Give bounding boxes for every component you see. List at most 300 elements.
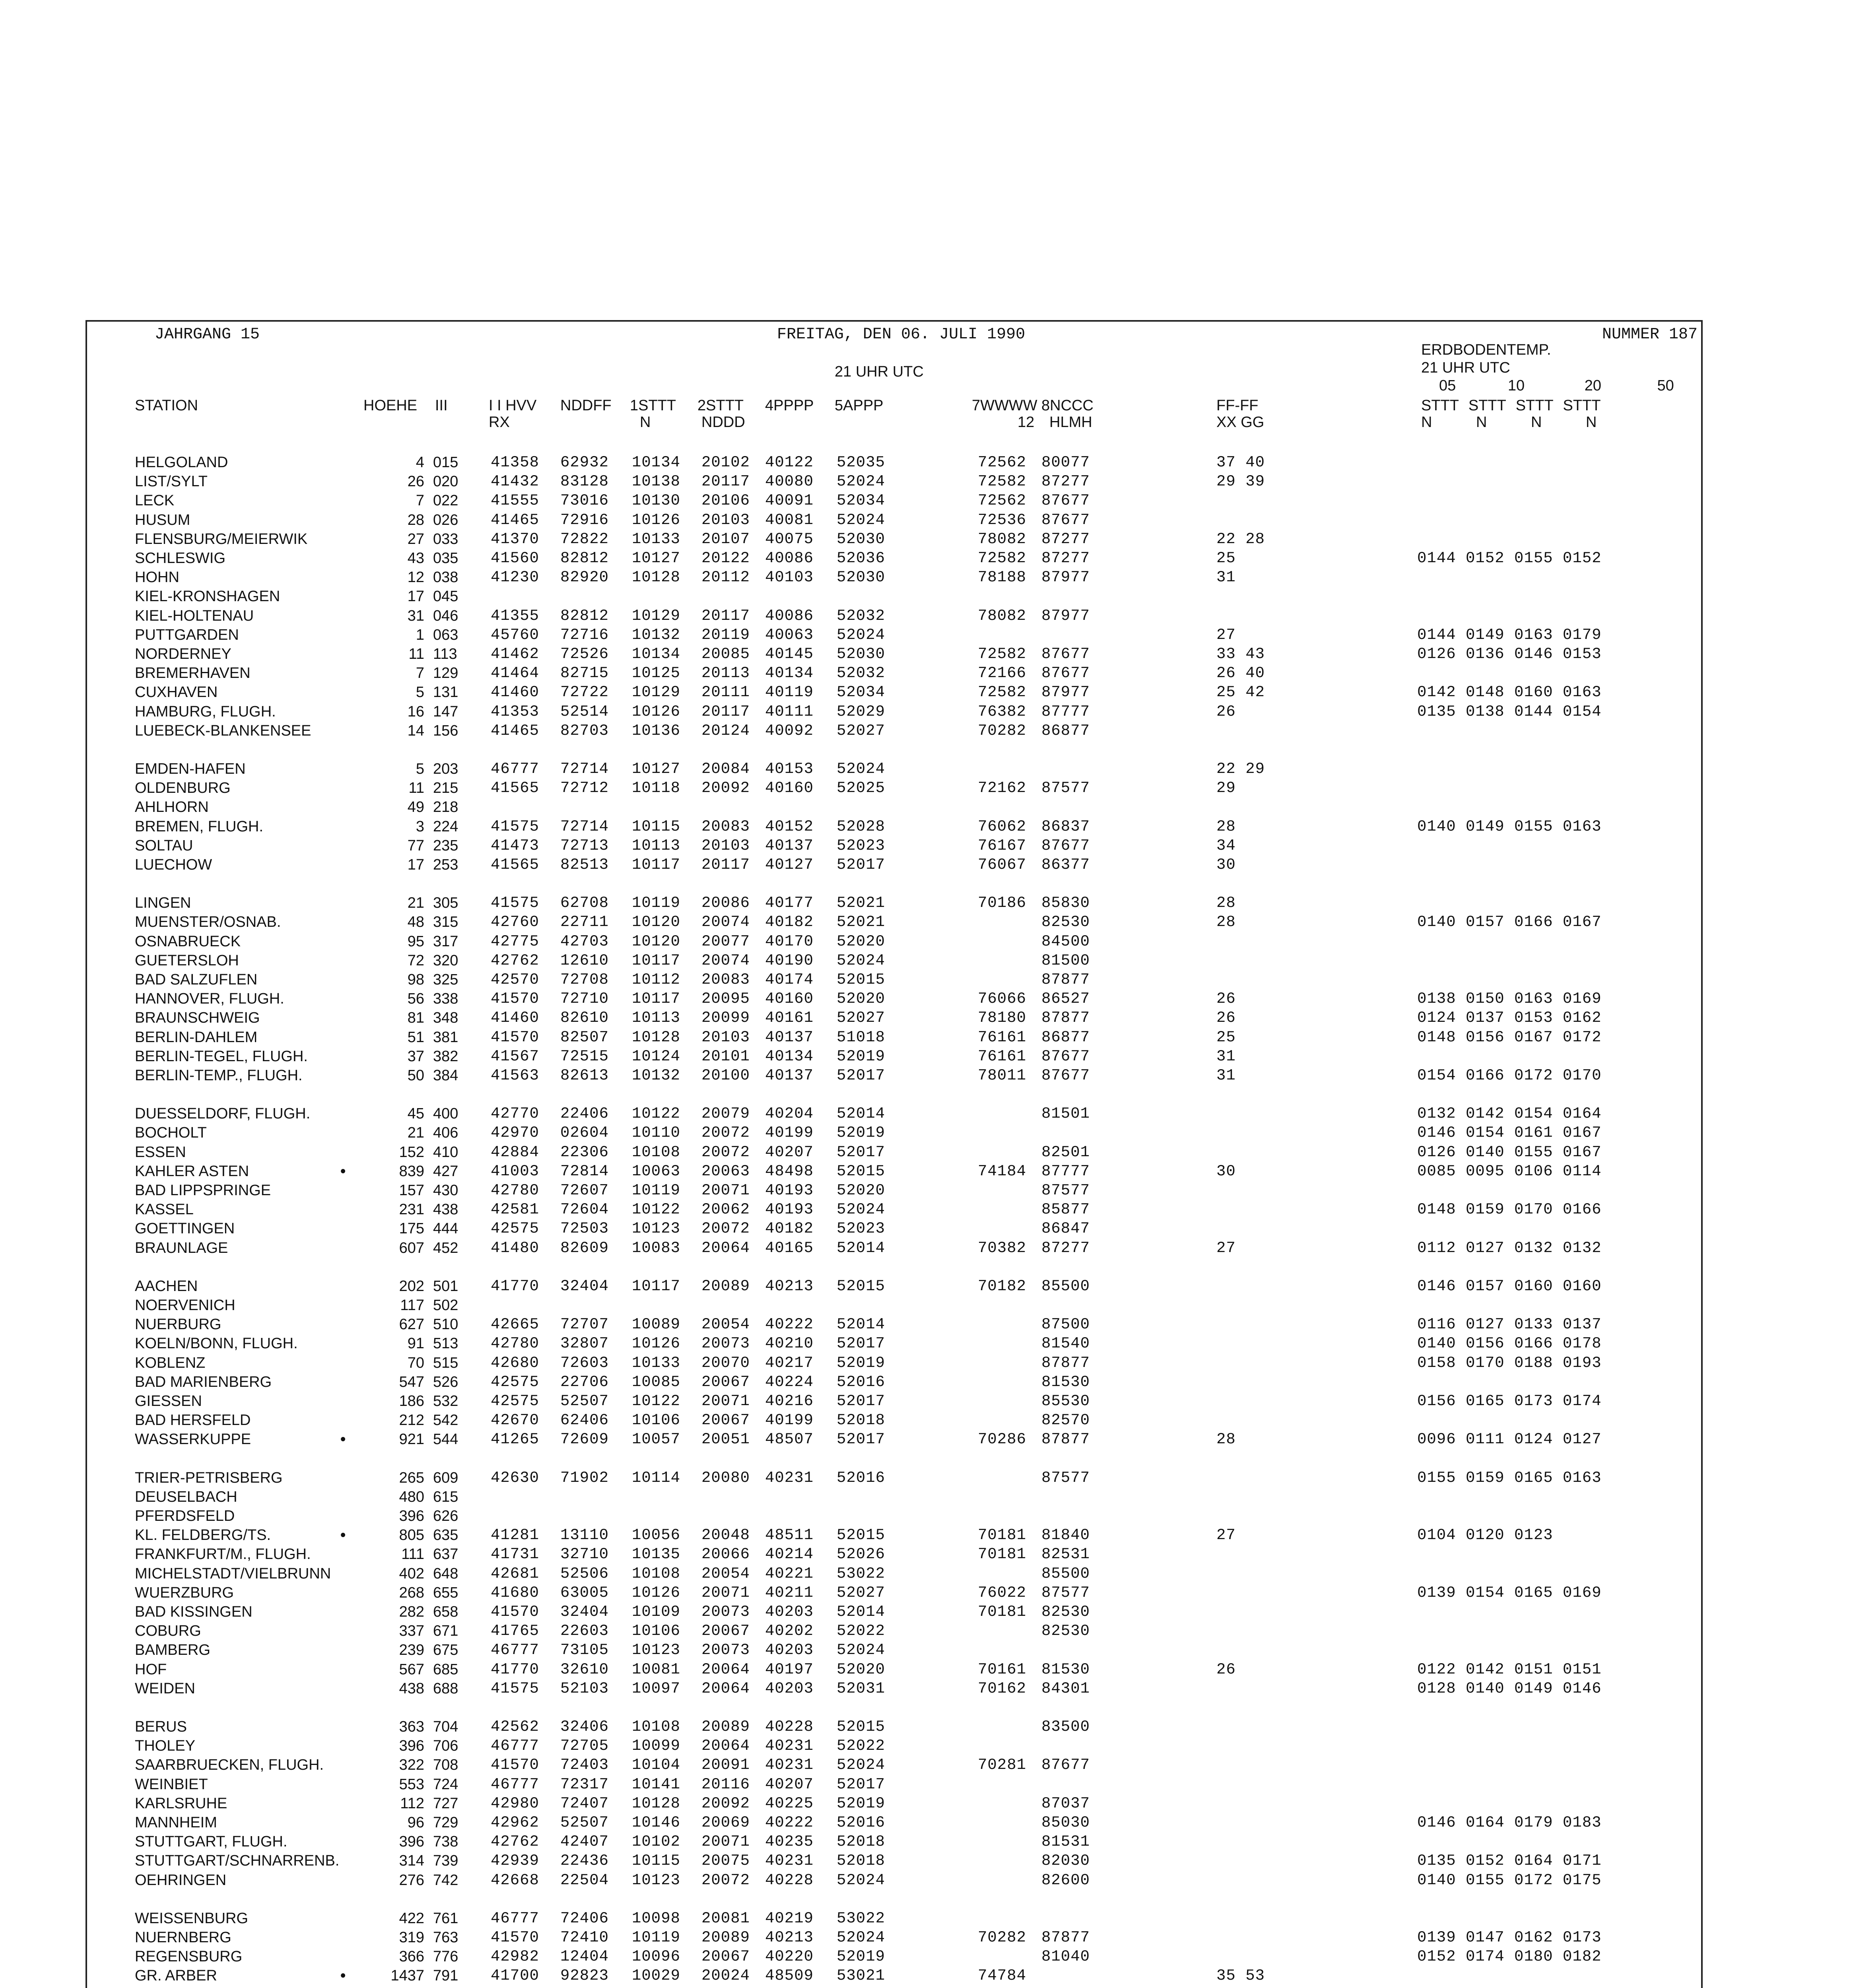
synop-group-3: 10146 bbox=[632, 1814, 681, 1831]
synop-group-3: 10108 bbox=[632, 1718, 681, 1736]
station-height: 268 bbox=[399, 1584, 424, 1601]
synop-group-2: 72708 bbox=[560, 971, 609, 988]
synop-group-4: 20067 bbox=[701, 1411, 750, 1429]
synop-group-7: 78011 bbox=[978, 1067, 1027, 1084]
station-index: 410 bbox=[433, 1143, 458, 1161]
synop-group-1: 41473 bbox=[491, 837, 540, 854]
station-index: 338 bbox=[433, 990, 458, 1008]
table-row bbox=[87, 1487, 1678, 1507]
synop-group-3: 10130 bbox=[632, 492, 681, 510]
synop-group-6: 52030 bbox=[837, 530, 886, 548]
synop-group-6: 52017 bbox=[837, 1143, 886, 1161]
synop-group-4: 20116 bbox=[701, 1775, 750, 1793]
synop-group-8: 87877 bbox=[1041, 1009, 1090, 1027]
synop-group-8: 87677 bbox=[1041, 664, 1090, 682]
wind-gust: 22 28 bbox=[1216, 530, 1265, 548]
synop-group-6: 52030 bbox=[837, 645, 886, 663]
synop-group-5: 40216 bbox=[765, 1392, 814, 1410]
station-index: 452 bbox=[433, 1239, 458, 1256]
synop-group-4: 20083 bbox=[701, 971, 750, 988]
synop-group-4: 20089 bbox=[701, 1277, 750, 1295]
synop-group-7: 70282 bbox=[978, 722, 1027, 740]
synop-group-4: 20122 bbox=[701, 549, 750, 567]
synop-group-2: 92823 bbox=[560, 1967, 609, 1985]
station-index: 315 bbox=[433, 914, 458, 931]
synop-group-2: 22306 bbox=[560, 1143, 609, 1161]
station-index: 724 bbox=[433, 1776, 458, 1793]
synop-group-8: 85877 bbox=[1041, 1201, 1090, 1219]
synop-group-7: 70181 bbox=[978, 1603, 1027, 1621]
table-row bbox=[87, 1104, 1678, 1123]
synop-group-5: 40197 bbox=[765, 1660, 814, 1678]
synop-group-2: 12404 bbox=[560, 1948, 609, 1966]
observation-time: 21 UHR UTC bbox=[835, 363, 924, 380]
synop-group-8: 87677 bbox=[1041, 511, 1090, 529]
synop-group-7: 76066 bbox=[978, 990, 1027, 1008]
table-row bbox=[87, 1775, 1678, 1794]
synop-group-5: 40190 bbox=[765, 951, 814, 969]
soil-temperatures: 0138 0150 0163 0169 bbox=[1417, 990, 1602, 1008]
wind-gust: 26 bbox=[1216, 990, 1236, 1008]
station-index: 444 bbox=[433, 1220, 458, 1237]
synop-group-4: 20072 bbox=[701, 1124, 750, 1142]
synop-group-8: 87500 bbox=[1041, 1316, 1090, 1334]
table-row bbox=[87, 1545, 1678, 1564]
synop-group-3: 10113 bbox=[632, 837, 681, 854]
synop-group-4: 20101 bbox=[701, 1047, 750, 1065]
synop-group-3: 10134 bbox=[632, 645, 681, 663]
station-name: BERLIN-TEGEL, FLUGH. bbox=[135, 1048, 308, 1065]
synop-group-4: 20089 bbox=[701, 1718, 750, 1736]
soil-temperatures: 0128 0140 0149 0146 bbox=[1417, 1679, 1602, 1697]
synop-group-2: 32710 bbox=[560, 1545, 609, 1563]
date-label: FREITAG, DEN 06. JULI 1990 bbox=[777, 326, 1026, 344]
col-hoehe: HOEHE bbox=[363, 397, 418, 414]
synop-group-1: 42668 bbox=[491, 1871, 540, 1889]
synop-group-2: 72714 bbox=[560, 760, 609, 778]
synop-group-5: 40219 bbox=[765, 1909, 814, 1927]
synop-group-4: 20048 bbox=[701, 1526, 750, 1544]
synop-group-8: 87277 bbox=[1041, 530, 1090, 548]
synop-group-5: 40182 bbox=[765, 1220, 814, 1238]
synop-group-1: 41370 bbox=[491, 530, 540, 548]
station-index: 738 bbox=[433, 1833, 458, 1850]
synop-group-3: 10138 bbox=[632, 473, 681, 491]
synop-group-4: 20106 bbox=[701, 492, 750, 510]
synop-group-3: 10119 bbox=[632, 1182, 681, 1199]
synop-group-1: 42760 bbox=[491, 913, 540, 931]
soil-temperatures: 0154 0166 0172 0170 bbox=[1417, 1067, 1602, 1084]
col-iii: III bbox=[435, 397, 448, 414]
table-row bbox=[87, 1219, 1678, 1238]
synop-group-2: 02604 bbox=[560, 1124, 609, 1142]
wind-gust: 29 39 bbox=[1216, 473, 1265, 491]
synop-group-5: 40119 bbox=[765, 683, 814, 701]
station-index: 510 bbox=[433, 1316, 458, 1333]
soil-temperatures: 0148 0156 0167 0172 bbox=[1417, 1028, 1602, 1046]
synop-group-8: 87677 bbox=[1041, 1756, 1090, 1774]
synop-group-6: 52030 bbox=[837, 569, 886, 586]
table-row bbox=[87, 951, 1678, 970]
synop-group-2: 32610 bbox=[560, 1660, 609, 1678]
synop-group-7: 72166 bbox=[978, 664, 1027, 682]
station-name: KIEL-KRONSHAGEN bbox=[135, 588, 280, 605]
soil-temp-time: 21 UHR UTC bbox=[1421, 359, 1510, 376]
synop-group-6: 52025 bbox=[837, 779, 886, 797]
wind-gust: 26 bbox=[1216, 703, 1236, 720]
synop-group-7: 72582 bbox=[978, 645, 1027, 663]
soil-temperatures: 0132 0142 0154 0164 bbox=[1417, 1105, 1602, 1123]
synop-group-8: 81501 bbox=[1041, 1105, 1090, 1123]
table-row bbox=[87, 511, 1678, 530]
table-row bbox=[87, 1430, 1678, 1449]
synop-group-1: 42884 bbox=[491, 1143, 540, 1161]
synop-group-2: 32807 bbox=[560, 1335, 609, 1353]
synop-group-5: 40203 bbox=[765, 1679, 814, 1697]
synop-group-1: 41575 bbox=[491, 1679, 540, 1697]
synop-group-5: 40193 bbox=[765, 1182, 814, 1199]
synop-group-3: 10083 bbox=[632, 1239, 681, 1257]
synop-group-7: 76067 bbox=[978, 856, 1027, 874]
synop-group-1: 42762 bbox=[491, 951, 540, 969]
synop-group-1: 41265 bbox=[491, 1431, 540, 1448]
synop-group-3: 10127 bbox=[632, 760, 681, 778]
station-index: 129 bbox=[433, 665, 458, 682]
table-row bbox=[87, 606, 1678, 625]
synop-group-4: 20064 bbox=[701, 1737, 750, 1755]
synop-group-5: 40231 bbox=[765, 1737, 814, 1755]
synop-group-6: 52020 bbox=[837, 990, 886, 1008]
synop-group-6: 52021 bbox=[837, 894, 886, 912]
synop-group-6: 52027 bbox=[837, 1009, 886, 1027]
wind-gust: 28 bbox=[1216, 1431, 1236, 1448]
station-index: 542 bbox=[433, 1412, 458, 1429]
synop-group-5: 40203 bbox=[765, 1641, 814, 1659]
synop-group-1: 42775 bbox=[491, 932, 540, 950]
synop-group-4: 20064 bbox=[701, 1660, 750, 1678]
wind-gust: 25 42 bbox=[1216, 683, 1265, 701]
station-name: LUECHOW bbox=[135, 856, 212, 873]
synop-group-5: 40222 bbox=[765, 1316, 814, 1334]
synop-group-4: 20070 bbox=[701, 1354, 750, 1372]
station-index: 685 bbox=[433, 1661, 458, 1678]
synop-group-3: 10120 bbox=[632, 913, 681, 931]
station-name: HUSUM bbox=[135, 511, 190, 528]
soil-temperatures: 0142 0148 0160 0163 bbox=[1417, 683, 1602, 701]
synop-group-6: 52019 bbox=[837, 1794, 886, 1812]
synop-group-6: 52014 bbox=[837, 1239, 886, 1257]
station-name: HOF bbox=[135, 1661, 167, 1678]
station-index: 706 bbox=[433, 1738, 458, 1755]
synop-group-8: 82530 bbox=[1041, 1622, 1090, 1640]
synop-group-5: 40210 bbox=[765, 1335, 814, 1353]
synop-group-3: 10126 bbox=[632, 1584, 681, 1602]
synop-group-5: 40081 bbox=[765, 511, 814, 529]
synop-group-6: 52032 bbox=[837, 664, 886, 682]
station-name: KARLSRUHE bbox=[135, 1795, 227, 1812]
synop-group-2: 73016 bbox=[560, 492, 609, 510]
synop-group-8: 87277 bbox=[1041, 1239, 1090, 1257]
synop-group-3: 10120 bbox=[632, 932, 681, 950]
synop-group-8: 86837 bbox=[1041, 817, 1090, 835]
synop-group-1: 41358 bbox=[491, 454, 540, 471]
synop-group-6: 52017 bbox=[837, 1392, 886, 1410]
synop-group-2: 72403 bbox=[560, 1756, 609, 1774]
station-height: 363 bbox=[399, 1718, 424, 1735]
station-name: GIESSEN bbox=[135, 1393, 202, 1409]
synop-group-7: 70161 bbox=[978, 1660, 1027, 1678]
synop-group-8: 82501 bbox=[1041, 1143, 1090, 1161]
station-name: BAD LIPPSPRINGE bbox=[135, 1182, 271, 1199]
synop-group-8: 87577 bbox=[1041, 1182, 1090, 1199]
synop-group-2: 72604 bbox=[560, 1201, 609, 1219]
synop-group-5: 40174 bbox=[765, 971, 814, 988]
synop-group-1: 41770 bbox=[491, 1660, 540, 1678]
synop-group-8: 85500 bbox=[1041, 1565, 1090, 1582]
soil-temperatures: 0140 0157 0166 0167 bbox=[1417, 913, 1602, 931]
synop-group-6: 52015 bbox=[837, 1526, 886, 1544]
soil-temperatures: 0158 0170 0188 0193 bbox=[1417, 1354, 1602, 1372]
synop-group-7: 70282 bbox=[978, 1929, 1027, 1946]
station-name: NUERNBERG bbox=[135, 1929, 231, 1946]
synop-group-8: 86527 bbox=[1041, 990, 1090, 1008]
synop-group-5: 48509 bbox=[765, 1967, 814, 1985]
synop-group-3: 10029 bbox=[632, 1967, 681, 1985]
table-row bbox=[87, 1047, 1678, 1066]
synop-group-5: 40221 bbox=[765, 1565, 814, 1582]
synop-group-6: 52024 bbox=[837, 1756, 886, 1774]
synop-group-4: 20117 bbox=[701, 473, 750, 491]
synop-group-5: 40235 bbox=[765, 1833, 814, 1851]
station-name: BERLIN-DAHLEM bbox=[135, 1029, 258, 1046]
wind-gust: 28 bbox=[1216, 894, 1236, 912]
synop-group-8: 83500 bbox=[1041, 1718, 1090, 1736]
synop-group-1: 42680 bbox=[491, 1354, 540, 1372]
station-height: 396 bbox=[399, 1833, 424, 1850]
synop-group-8: 82530 bbox=[1041, 1603, 1090, 1621]
synop-group-3: 10109 bbox=[632, 1603, 681, 1621]
synop-group-2: 82812 bbox=[560, 549, 609, 567]
wind-gust: 34 bbox=[1216, 837, 1236, 854]
synop-group-1: 42970 bbox=[491, 1124, 540, 1142]
synop-group-4: 20095 bbox=[701, 990, 750, 1008]
issue-number: NUMMER 187 bbox=[1602, 326, 1698, 344]
station-index: 038 bbox=[433, 569, 458, 586]
station-height: 45 bbox=[407, 1105, 424, 1122]
synop-group-2: 62406 bbox=[560, 1411, 609, 1429]
synop-group-1: 41462 bbox=[491, 645, 540, 663]
station-name: MICHELSTADT/VIELBRUNN bbox=[135, 1565, 331, 1582]
synop-group-7: 70162 bbox=[978, 1679, 1027, 1697]
synop-group-2: 82703 bbox=[560, 722, 609, 740]
synop-group-4: 20074 bbox=[701, 951, 750, 969]
synop-group-2: 72712 bbox=[560, 779, 609, 797]
synop-group-8: 85500 bbox=[1041, 1277, 1090, 1295]
synop-group-7: 70186 bbox=[978, 894, 1027, 912]
station-name: LECK bbox=[135, 492, 175, 509]
station-index: 776 bbox=[433, 1948, 458, 1965]
col-group8: 8NCCC bbox=[1041, 397, 1094, 414]
table-row bbox=[87, 1526, 1678, 1545]
synop-group-1: 42575 bbox=[491, 1373, 540, 1391]
station-height: 212 bbox=[399, 1412, 424, 1429]
table-row bbox=[87, 1602, 1678, 1621]
station-height: 337 bbox=[399, 1623, 424, 1640]
station-name: BERUS bbox=[135, 1718, 187, 1735]
synop-group-4: 20067 bbox=[701, 1373, 750, 1391]
col-station: STATION bbox=[135, 397, 198, 414]
synop-group-7: 72536 bbox=[978, 511, 1027, 529]
synop-group-1: 41460 bbox=[491, 683, 540, 701]
table-row bbox=[87, 1507, 1678, 1526]
synop-group-1: 41432 bbox=[491, 473, 540, 491]
synop-group-1: 41355 bbox=[491, 607, 540, 625]
synop-group-5: 40193 bbox=[765, 1201, 814, 1219]
station-index: 381 bbox=[433, 1029, 458, 1046]
synop-group-4: 20089 bbox=[701, 1929, 750, 1946]
synop-group-5: 40228 bbox=[765, 1871, 814, 1889]
synop-group-3: 10106 bbox=[632, 1411, 681, 1429]
synop-group-2: 82513 bbox=[560, 856, 609, 874]
station-height: 96 bbox=[407, 1814, 424, 1831]
synop-group-8: 87037 bbox=[1041, 1794, 1090, 1812]
table-row bbox=[87, 1755, 1678, 1774]
synop-group-2: 72705 bbox=[560, 1737, 609, 1755]
synop-group-1: 45760 bbox=[491, 626, 540, 644]
station-height: 95 bbox=[407, 933, 424, 950]
synop-group-6: 52021 bbox=[837, 913, 886, 931]
synop-group-5: 40224 bbox=[765, 1373, 814, 1391]
synop-group-8: 87677 bbox=[1041, 645, 1090, 663]
station-name: DUESSELDORF, FLUGH. bbox=[135, 1105, 311, 1122]
station-index: 626 bbox=[433, 1508, 458, 1524]
station-height: 14 bbox=[407, 722, 424, 739]
station-index: 235 bbox=[433, 837, 458, 854]
synop-group-4: 20091 bbox=[701, 1756, 750, 1774]
station-name: KAHLER ASTEN bbox=[135, 1163, 249, 1180]
synop-group-6: 52018 bbox=[837, 1852, 886, 1870]
soil-depth-50: 50 bbox=[1657, 377, 1674, 394]
table-row bbox=[87, 1621, 1678, 1640]
synop-group-2: 32404 bbox=[560, 1277, 609, 1295]
synop-group-2: 72707 bbox=[560, 1316, 609, 1334]
synop-group-1: 41465 bbox=[491, 722, 540, 740]
synop-group-4: 20079 bbox=[701, 1105, 750, 1123]
synop-group-5: 40127 bbox=[765, 856, 814, 874]
mountain-station-marker: • bbox=[340, 1527, 346, 1544]
table-row bbox=[87, 1468, 1678, 1487]
col-group6: 5APPP bbox=[835, 397, 884, 414]
table-row bbox=[87, 1640, 1678, 1660]
station-height: 91 bbox=[407, 1335, 424, 1352]
synop-group-1: 42962 bbox=[491, 1814, 540, 1831]
synop-group-1: 41353 bbox=[491, 703, 540, 720]
synop-group-8: 82570 bbox=[1041, 1411, 1090, 1429]
station-index: 688 bbox=[433, 1680, 458, 1697]
soil-temperatures: 0140 0155 0172 0175 bbox=[1417, 1871, 1602, 1889]
wind-gust: 29 bbox=[1216, 779, 1236, 797]
station-index: 045 bbox=[433, 588, 458, 605]
synop-group-1: 46777 bbox=[491, 760, 540, 778]
synop-group-8: 87877 bbox=[1041, 971, 1090, 988]
col-group4: 2STTT bbox=[697, 397, 744, 414]
synop-group-8: 82030 bbox=[1041, 1852, 1090, 1870]
synop-group-5: 40137 bbox=[765, 1028, 814, 1046]
station-index: 763 bbox=[433, 1929, 458, 1946]
synop-group-6: 52023 bbox=[837, 1220, 886, 1238]
table-row bbox=[87, 912, 1678, 932]
station-name: NORDERNEY bbox=[135, 646, 231, 662]
station-height: 81 bbox=[407, 1010, 424, 1027]
station-name: WUERZBURG bbox=[135, 1584, 234, 1601]
station-name: NUERBURG bbox=[135, 1316, 221, 1333]
station-index: 406 bbox=[433, 1124, 458, 1142]
col-group7: 7WWWW bbox=[972, 397, 1037, 414]
synop-group-2: 82613 bbox=[560, 1067, 609, 1084]
station-index: 131 bbox=[433, 684, 458, 701]
station-index: 609 bbox=[433, 1469, 458, 1486]
col-group7-sub: 12 bbox=[1018, 414, 1035, 431]
station-height: 396 bbox=[399, 1738, 424, 1755]
synop-group-8: 87677 bbox=[1041, 1067, 1090, 1084]
synop-group-8: 87977 bbox=[1041, 607, 1090, 625]
synop-group-7: 72582 bbox=[978, 683, 1027, 701]
synop-group-2: 72713 bbox=[560, 837, 609, 854]
station-name: NOERVENICH bbox=[135, 1297, 235, 1314]
synop-group-7: 78082 bbox=[978, 530, 1027, 548]
station-height: 49 bbox=[407, 799, 424, 816]
station-name: HELGOLAND bbox=[135, 454, 228, 471]
station-name: KIEL-HOLTENAU bbox=[135, 607, 254, 624]
mountain-station-marker: • bbox=[340, 1967, 346, 1984]
wind-gust: 35 53 bbox=[1216, 1967, 1265, 1985]
station-name: REGENSBURG bbox=[135, 1948, 243, 1965]
synop-group-8: 82600 bbox=[1041, 1871, 1090, 1889]
synop-group-7: 76167 bbox=[978, 837, 1027, 854]
col-group8-sub: HLMH bbox=[1049, 414, 1092, 431]
table-row bbox=[87, 721, 1678, 740]
synop-group-3: 10126 bbox=[632, 511, 681, 529]
synop-group-6: 53022 bbox=[837, 1909, 886, 1927]
table-row bbox=[87, 836, 1678, 855]
synop-group-6: 53022 bbox=[837, 1565, 886, 1582]
col-wind: FF-FF bbox=[1216, 397, 1259, 414]
synop-group-5: 40217 bbox=[765, 1354, 814, 1372]
synop-group-1: 41575 bbox=[491, 817, 540, 835]
station-name: OEHRINGEN bbox=[135, 1872, 227, 1889]
station-index: 382 bbox=[433, 1048, 458, 1065]
station-height: 117 bbox=[400, 1297, 424, 1314]
synop-group-6: 52015 bbox=[837, 1162, 886, 1180]
soil-temperatures: 0146 0157 0160 0160 bbox=[1417, 1277, 1602, 1295]
synop-group-1: 41460 bbox=[491, 1009, 540, 1027]
station-index: 708 bbox=[433, 1757, 458, 1774]
synop-group-5: 40207 bbox=[765, 1143, 814, 1161]
synop-group-2: 83128 bbox=[560, 473, 609, 491]
station-height: 56 bbox=[407, 990, 424, 1008]
synop-group-1: 42939 bbox=[491, 1852, 540, 1870]
col-group3-sub: N bbox=[640, 414, 651, 431]
table-row bbox=[87, 1239, 1678, 1258]
synop-group-3: 10136 bbox=[632, 722, 681, 740]
synop-group-4: 20080 bbox=[701, 1469, 750, 1487]
wind-gust: 26 bbox=[1216, 1660, 1236, 1678]
synop-group-5: 40086 bbox=[765, 607, 814, 625]
synop-group-8: 87577 bbox=[1041, 1584, 1090, 1602]
table-row bbox=[87, 1143, 1678, 1162]
synop-group-2: 32404 bbox=[560, 1603, 609, 1621]
synop-group-2: 72406 bbox=[560, 1909, 609, 1927]
